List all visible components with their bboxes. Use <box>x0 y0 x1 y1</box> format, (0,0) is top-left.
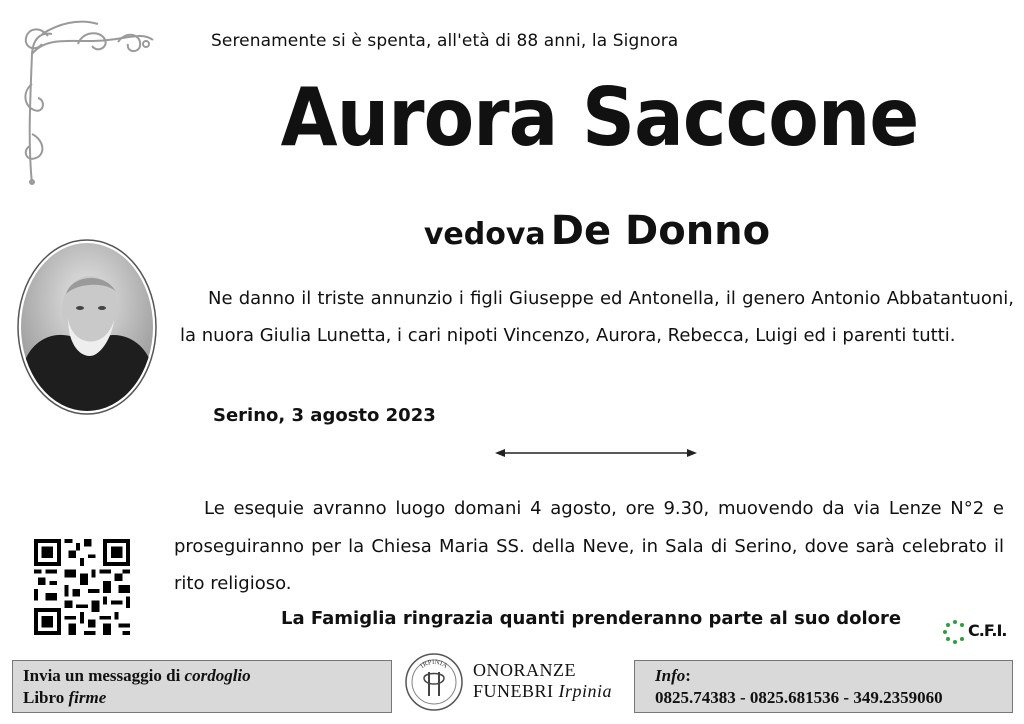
qr-code-icon[interactable] <box>34 539 130 635</box>
info-panel <box>634 660 1013 713</box>
funeral-body: Le esequie avranno luogo domani 4 agosto, ore 9.30, muovendo da via Lenze N°2 e proseguiranno per la Chiesa Maria SS. della Neve, in Sala di Serino, dove sarà celebrato il rito religioso. <box>174 498 1004 594</box>
deceased-name: Aurora Saccone <box>280 71 919 164</box>
portrait-photo <box>16 238 158 416</box>
book-word: firme <box>68 688 107 707</box>
book-prefix: Libro <box>23 688 65 707</box>
info-colon: : <box>685 666 691 685</box>
condolence-prefix: Invia un messaggio di <box>23 666 181 685</box>
widow-prefix: vedova <box>423 217 546 252</box>
cfi-logo-icon <box>942 619 1012 651</box>
announcement-text <box>180 280 1014 354</box>
cfi-logo-text: C.F.I. <box>968 621 1007 640</box>
emblem-text: IRPINIA <box>418 657 450 670</box>
contact-phones[interactable]: 0825.74383 - 0825.681536 - 349.2359060 <box>655 688 943 707</box>
agency-line1: ONORANZE <box>473 660 576 680</box>
condolence-panel[interactable] <box>12 660 392 713</box>
condolence-link[interactable] <box>23 665 381 687</box>
agency-region: Irpinia <box>558 681 613 701</box>
agency-name <box>473 660 612 702</box>
intro-text: Serenamente si è spenta, all'età di 88 anni, la Signora <box>211 31 679 51</box>
family-thanks: La Famiglia ringrazia quanti prenderanno parte al suo dolore <box>281 608 902 629</box>
announcement-body: Ne danno il triste annunzio i figli Giuseppe ed Antonella, il genero Antonio Abbatantuoni, la nuora Giulia Lunetta, i cari nipoti Vincenzo, Aurora, Rebecca, Luigi ed i parenti tutti. <box>180 288 1014 346</box>
agency-emblem-icon <box>404 652 464 712</box>
info-label: Info <box>655 666 686 685</box>
funeral-agency-logo <box>402 650 632 716</box>
funeral-text <box>174 490 1004 603</box>
double-arrow-divider-icon <box>495 446 697 460</box>
guestbook-link[interactable] <box>23 687 381 709</box>
agency-line2: FUNEBRI <box>473 681 554 701</box>
widow-surname: De Donno <box>550 208 771 254</box>
place-date: Serino, 3 agosto 2023 <box>213 405 436 426</box>
condolence-word: cordoglio <box>184 666 251 685</box>
